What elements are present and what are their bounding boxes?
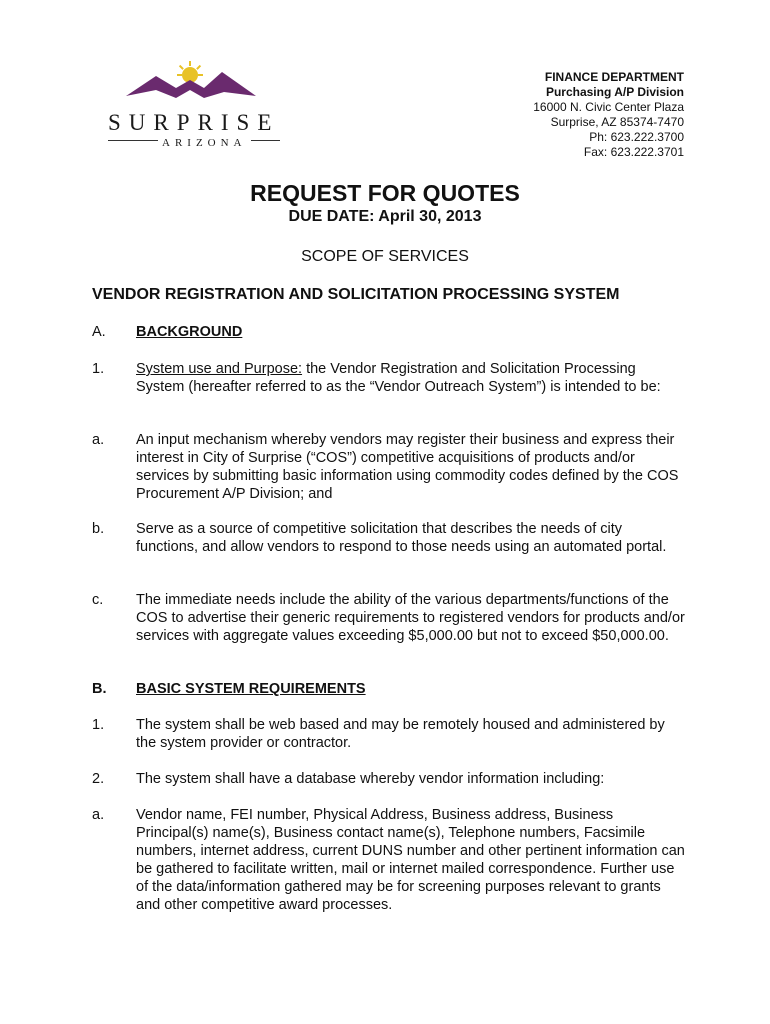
list-item — [92, 431, 692, 503]
address-block — [533, 70, 684, 160]
logo-subtitle: ARIZONA — [158, 137, 251, 149]
section-number: B. — [92, 681, 107, 697]
section-title: BACKGROUND — [136, 324, 243, 340]
document-title: REQUEST FOR QUOTES — [250, 180, 520, 206]
city-address: Surprise, AZ 85374-7470 — [550, 115, 684, 129]
list-item — [92, 520, 692, 556]
section-a — [92, 323, 692, 341]
item-text: Serve as a source of competitive solicitation that describes the needs of city functions, and allow vendors to respond to those needs using an automated portal. — [136, 521, 667, 555]
item-text: An input mechanism whereby vendors may register their business and express their interest in City of Surprise (“COS”) competitive acquisitions of products and/or services by submitting basic information using commodity codes defined by the COS Procurement A/P Division; and — [136, 432, 679, 502]
item-number: a. — [92, 432, 105, 448]
list-item — [92, 716, 692, 752]
due-date: DUE DATE: April 30, 2013 — [288, 208, 482, 225]
item-text: The system shall have a database whereby vendor information including: — [136, 771, 605, 787]
item-text — [136, 360, 688, 396]
section-title: BASIC SYSTEM REQUIREMENTS — [136, 681, 366, 697]
item-text: The system shall be web based and may be remotely housed and administered by the system provider or contractor. — [136, 717, 665, 751]
project-heading: VENDOR REGISTRATION AND SOLICITATION PROCESSING SYSTEM — [92, 286, 620, 303]
department-name: FINANCE DEPARTMENT — [544, 70, 684, 84]
fax-number: Fax: 623.222.3701 — [583, 145, 684, 159]
item-number: 1. — [92, 717, 105, 733]
item-number: c. — [92, 592, 104, 608]
item-number: 1. — [92, 361, 105, 377]
item-lead: System use and Purpose: — [136, 361, 303, 377]
list-item — [92, 591, 692, 645]
scope-heading: SCOPE OF SERVICES — [301, 248, 469, 265]
item-text: The immediate needs include the ability of the various departments/functions of the COS to advertise their generic requirements to registered vendors for products and/or services with aggregate values exceeding $5,000.00 but not to exceed $50,000.00. — [136, 592, 685, 644]
sun-mountain-icon — [104, 58, 284, 108]
section-b — [92, 680, 692, 698]
phone-number: Ph: 623.222.3700 — [589, 130, 684, 144]
logo-wordmark: SURPRISE — [108, 110, 280, 135]
list-item — [92, 770, 692, 788]
item-text: Vendor name, FEI number, Physical Address, Business address, Business Principal(s) name(s), Business contact name(s), Telephone numbers, Facsimile numbers, internet address, current DUNS number and other pertinent information can be gathered to facilitate written, mail or internet mailed correspondence. Further use of the data/information gathered may be for screening purposes relevant to grants and other competitive award processes. — [136, 807, 685, 913]
street-address: 16000 N. Civic Center Plaza — [533, 100, 684, 114]
list-item — [92, 806, 692, 914]
section-number: A. — [92, 324, 106, 340]
item-body: the Vendor Registration and Solicitation Processing System (hereafter referred to as the “Vendor Outreach System”) is intended to be: — [136, 361, 661, 395]
item-number: a. — [92, 807, 105, 823]
surprise-logo — [104, 58, 284, 108]
division-name: Purchasing A/P Division — [545, 85, 684, 99]
item-number: 2. — [92, 771, 105, 787]
item-number: b. — [92, 521, 105, 537]
list-item — [92, 360, 692, 396]
